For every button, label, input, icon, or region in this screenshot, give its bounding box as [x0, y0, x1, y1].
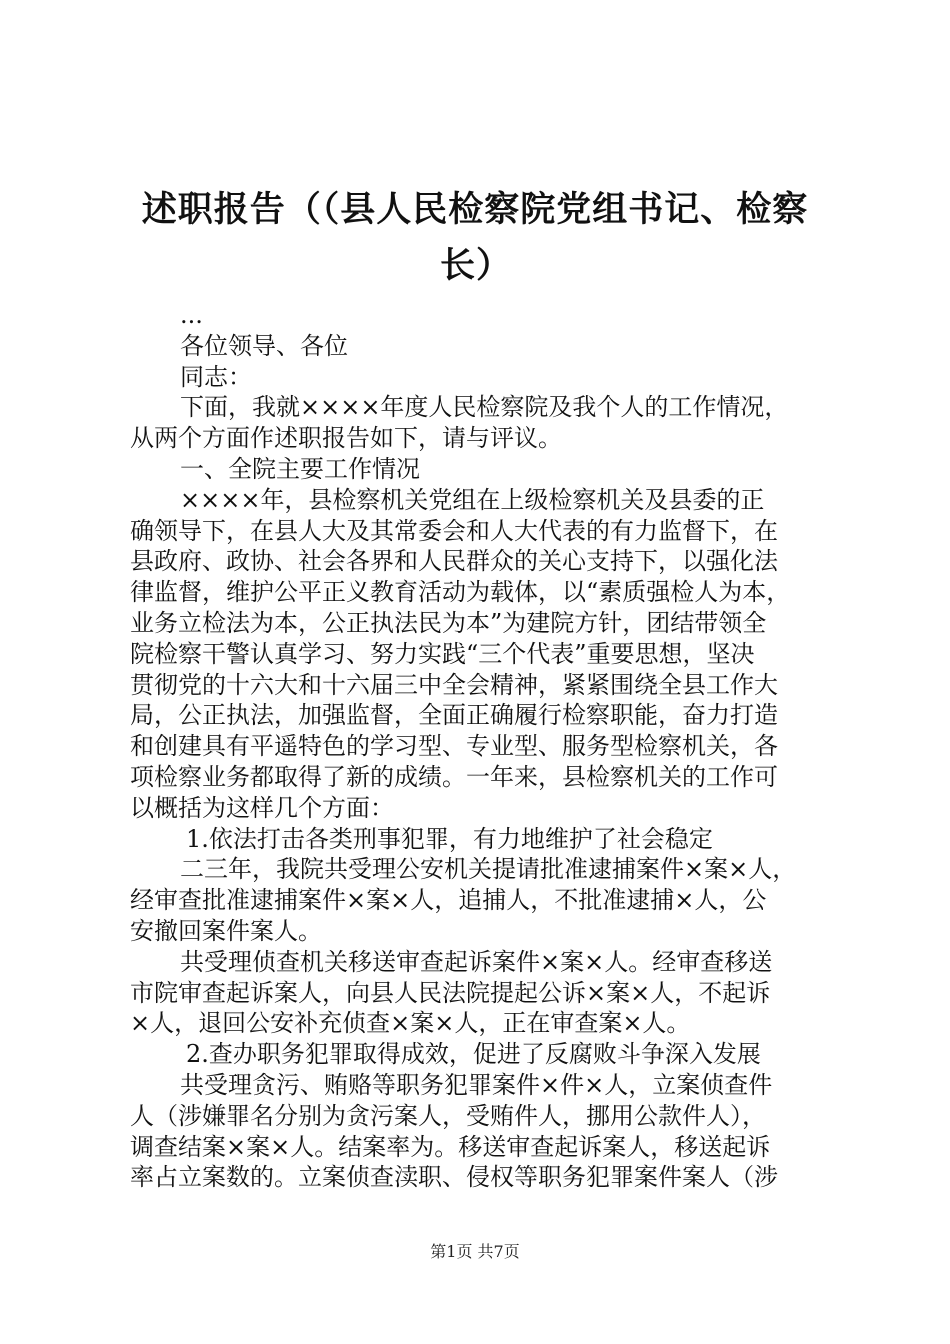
document-title-line2: 长） [440, 245, 513, 286]
body-line: 市院审查起诉案人，向县人民法院提起公诉×案×人，不起诉 [130, 978, 771, 1007]
body-line: 业务立检法为本，公正执法民为本”为建院方针，团结带领全 [130, 608, 767, 637]
body-line: 院检察干警认真学习、努力实践“三个代表”重要思想，坚决 [130, 639, 755, 668]
body-line: 率占立案数的。立案侦查渎职、侵权等职务犯罪案件案人（涉 [130, 1163, 778, 1192]
body-line: 经审查批准逮捕案件×案×人，追捕人，不批准逮捕×人，公 [130, 886, 767, 915]
body-line: 共受理贪污、贿赂等职务犯罪案件×件×人，立案侦查件 [180, 1070, 773, 1099]
body-line: 律监督，维护公平正义教育活动为载体，以“素质强检人为本， [130, 578, 791, 607]
body-line: 项检察业务都取得了新的成绩。一年来，县检察机关的工作可 [130, 762, 778, 791]
body-line: 安撤回案件案人。 [130, 916, 322, 945]
body-line: 人（涉嫌罪名分别为贪污案人，受贿件人，挪用公款件人）， [130, 1101, 766, 1130]
body-line: 从两个方面作述职报告如下，请与评议。 [130, 424, 562, 453]
body-line: 二三年，我院共受理公安机关提请批准逮捕案件×案×人， [180, 855, 797, 884]
document-title-line1: 述职报告（（县人民检察院党组书记、检察 [141, 189, 809, 230]
body-line: ... [180, 301, 203, 329]
body-line: 局，公正执法，加强监督，全面正确履行检察职能，奋力打造 [130, 701, 778, 730]
body-line: 下面，我就××××年度人民检察院及我个人的工作情况， [180, 393, 789, 422]
body-line: 贯彻党的十六大和十六届三中全会精神，紧紧围绕全县工作大 [130, 670, 778, 699]
body-line: 县政府、政协、社会各界和人民群众的关心支持下，以强化法 [130, 547, 778, 576]
subsection-heading: 1.依法打击各类刑事犯罪，有力地维护了社会稳定 [186, 824, 713, 853]
subsection-heading: 2.查办职务犯罪取得成效，促进了反腐败斗争深入发展 [186, 1040, 761, 1069]
section-heading: 一、全院主要工作情况 [180, 454, 420, 483]
body-line: 和创建具有平遥特色的学习型、专业型、服务型检察机关，各 [130, 732, 778, 761]
body-line: 同志： [180, 362, 252, 391]
body-line: 调查结案×案×人。结案率为。移送审查起诉案人，移送起诉 [130, 1132, 771, 1161]
body-line: 以概括为这样几个方面： [130, 793, 394, 822]
body-line: 各位领导、各位 [180, 331, 348, 360]
body-line: 共受理侦查机关移送审查起诉案件×案×人。经审查移送 [180, 947, 773, 976]
body-line: ×人，退回公安补充侦查×案×人，正在审查案×人。 [130, 1009, 691, 1038]
body-line: 确领导下，在县人大及其常委会和人大代表的有力监督下，在 [130, 516, 778, 545]
body-line: ××××年，县检察机关党组在上级检察机关及县委的正 [180, 485, 765, 514]
page-footer: 第1页 共7页 [430, 1242, 520, 1261]
document-body [130, 300, 830, 1193]
